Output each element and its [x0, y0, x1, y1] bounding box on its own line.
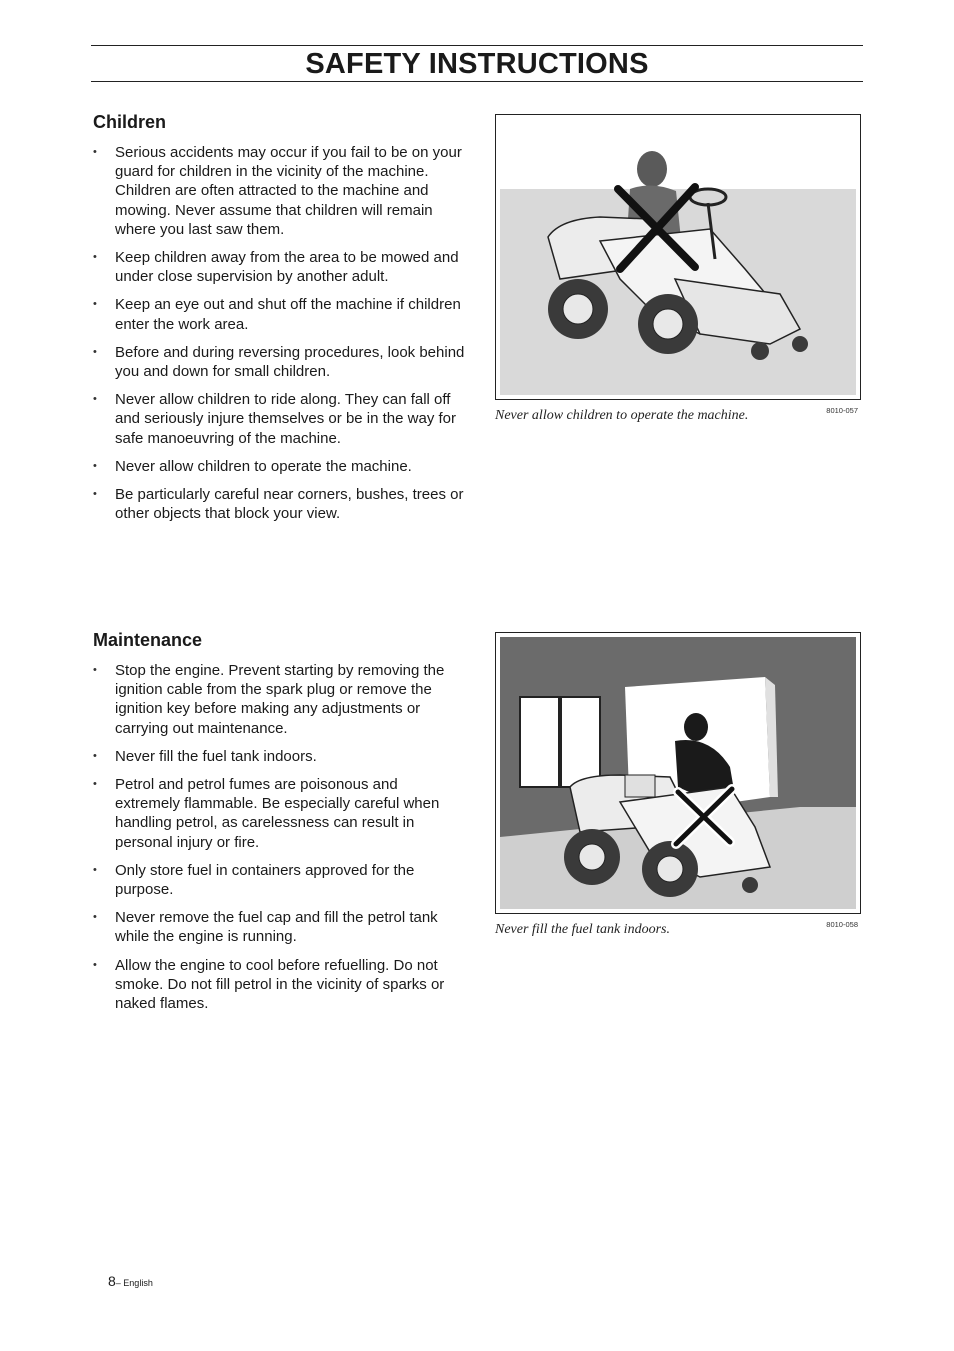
children-list — [93, 143, 465, 523]
children-heading: Children — [93, 112, 167, 132]
children-figure-code: 8010-057 — [826, 406, 858, 415]
list-item: • Before and during reversing procedures, look behind you and down for small children. — [93, 343, 465, 381]
list-item: • Never allow children to operate the machine. — [93, 457, 465, 476]
list-item: • Be particularly careful near corners, bushes, trees or other objects that block your view. — [93, 485, 465, 523]
footer-language: – English — [115, 1278, 153, 1288]
list-item: • Stop the engine. Prevent starting by removing the ignition cable from the spark plug or remove the ignition key before making any adjustments or carrying out maintenance. — [93, 661, 465, 738]
refuelling-indoors-illustration — [500, 637, 856, 909]
list-item: • Keep children away from the area to be mowed and under close supervision by another adult. — [93, 248, 465, 286]
children-figure-caption: Never allow children to operate the machine. — [495, 408, 749, 423]
children-section — [93, 111, 465, 532]
list-item: • Petrol and petrol fumes are poisonous and extremely flammable. Be especially careful when handling petrol, as carelessness can result in personal injury or fire. — [93, 775, 465, 852]
list-item: • Never remove the fuel cap and fill the petrol tank while the engine is running. — [93, 908, 465, 946]
maintenance-section — [93, 629, 465, 1022]
list-item: • Serious accidents may occur if you fail to be on your guard for children in the vicinity of the machine. Children are often attracted to the machine and mowing. Never assume that children will remain where you last saw them. — [93, 143, 465, 239]
page-footer — [108, 1273, 153, 1289]
page-title: SAFETY INSTRUCTIONS — [305, 48, 649, 80]
list-item: • Only store fuel in containers approved for the purpose. — [93, 861, 465, 899]
list-item: • Keep an eye out and shut off the machine if children enter the work area. — [93, 295, 465, 333]
child-on-mower-illustration — [500, 119, 856, 395]
maintenance-heading: Maintenance — [93, 630, 203, 650]
page-number: 8 — [108, 1273, 116, 1289]
children-figure — [495, 114, 861, 400]
maintenance-list — [93, 661, 465, 1013]
header-bottom-rule — [91, 81, 863, 82]
list-item: • Allow the engine to cool before refuelling. Do not smoke. Do not fill petrol in the vicinity of sparks or naked flames. — [93, 956, 465, 1014]
maintenance-figure — [495, 632, 861, 914]
maintenance-figure-caption: Never fill the fuel tank indoors. — [495, 922, 670, 937]
list-item: • Never allow children to ride along. They can fall off and seriously injure themselves or be in the way for safe manoeuvring of the machine. — [93, 390, 465, 448]
list-item: • Never fill the fuel tank indoors. — [93, 747, 465, 766]
maintenance-figure-code: 8010-058 — [826, 920, 858, 929]
